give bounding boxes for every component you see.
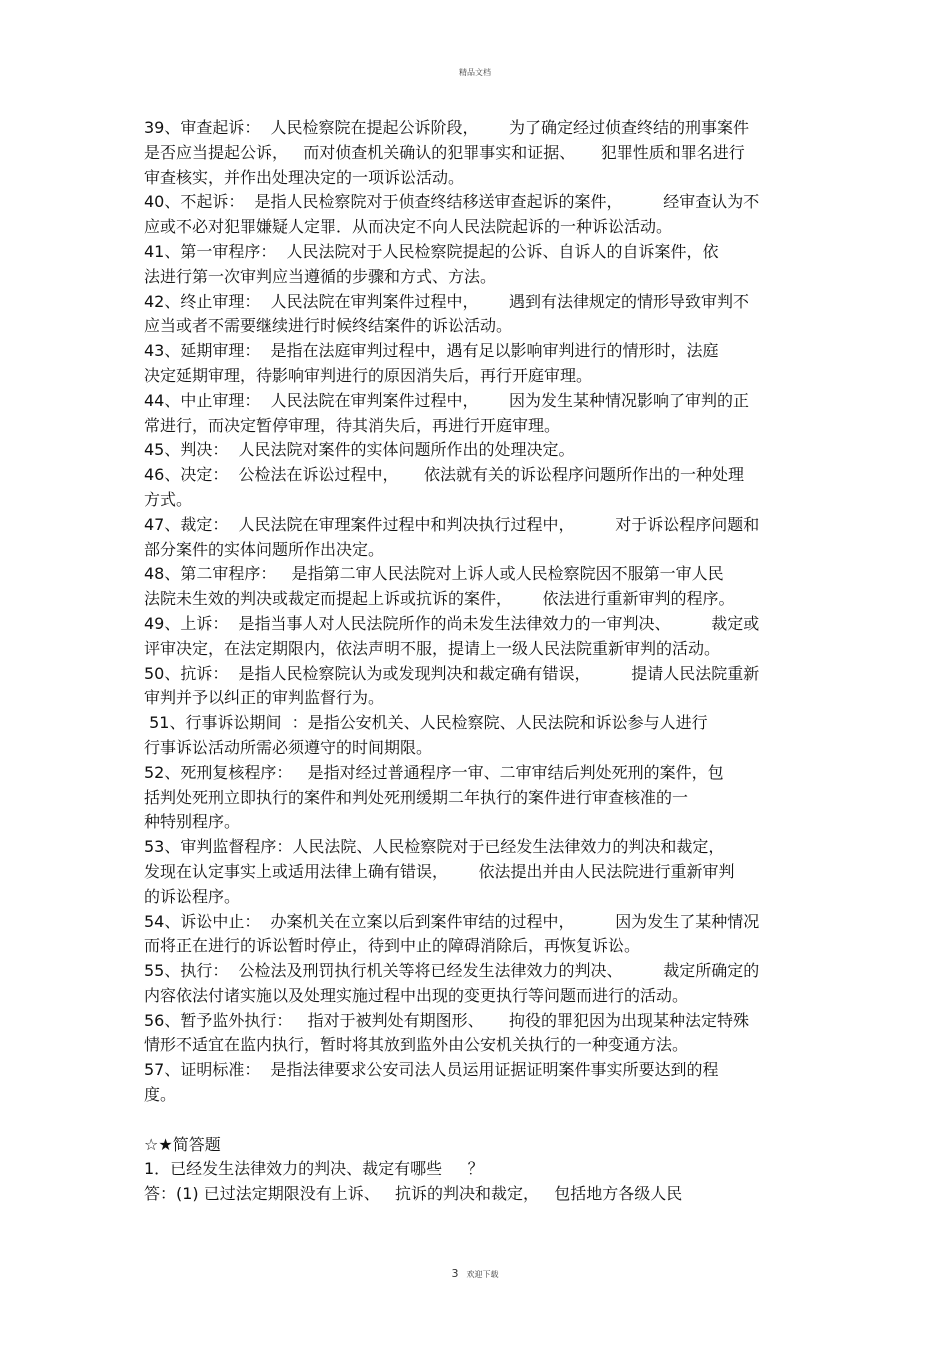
text-line: 部分案件的实体问题所作出决定。 bbox=[144, 539, 385, 559]
text-line: 行事诉讼活动所需必须遵守的时间期限。 bbox=[144, 737, 433, 757]
text-line: 42、终止审理： 人民法院在审判案件过程中， 遇到有法律规定的情形导致审判不 bbox=[144, 291, 750, 311]
text-line: 52、死刑复核程序： 是指对经过普通程序一审、二审审结后判处死刑的案件，包 bbox=[144, 762, 724, 782]
text-line: 41、第一审程序： 人民法院对于人民检察院提起的公诉、自诉人的自诉案件，依 bbox=[144, 241, 719, 261]
text-line: 48、第二审程序： 是指第二审人民法院对上诉人或人民检察院因不服第一审人民 bbox=[144, 564, 724, 584]
text-line: 发现在认定事实上或适用法律上确有错误， 依法提出并由人民法院进行重新审判 bbox=[144, 861, 735, 881]
text-line: 44、中止审理： 人民法院在审判案件过程中， 因为发生某种情况影响了审判的正 bbox=[144, 390, 750, 410]
text-line: 常进行，而决定暂停审理，待其消失后，再进行开庭审理。 bbox=[144, 415, 561, 435]
text-line: 47、裁定： 人民法院在审理案件过程中和判决执行过程中， 对于诉讼程序问题和 bbox=[144, 514, 760, 534]
text-line: 情形不适宜在监内执行，暂时将其放到监外由公安机关执行的一种变通方法。 bbox=[144, 1035, 689, 1055]
text-line: 53、审判监督程序：人民法院、人民检察院对于已经发生法律效力的判决和裁定， bbox=[144, 837, 725, 857]
text-line: 45、判决： 人民法院对案件的实体问题所作出的处理决定。 bbox=[144, 440, 575, 460]
text-line: 度。 bbox=[144, 1085, 177, 1105]
text-line: 54、诉讼中止： 办案机关在立案以后到案件审结的过程中， 因为发生了某种情况 bbox=[144, 911, 760, 931]
text-line: 是否应当提起公诉， 而对侦查机关确认的犯罪事实和证据、 犯罪性质和罪名进行 bbox=[144, 142, 745, 162]
text-line: 审查核实，并作出处理决定的一项诉讼活动。 bbox=[144, 167, 465, 187]
text-line: 法院未生效的判决或裁定而提起上诉或抗诉的案件， 依法进行重新审判的程序。 bbox=[144, 589, 735, 609]
page-number: 3 bbox=[451, 1267, 459, 1280]
page-header: 精品文档 bbox=[459, 68, 491, 77]
text-line: 方式。 bbox=[144, 489, 193, 509]
text-line: 种特别程序。 bbox=[144, 812, 241, 832]
page-footer bbox=[0, 1262, 950, 1281]
text-line: 的诉讼程序。 bbox=[144, 886, 241, 906]
text-line: 决定延期审理，待影响审判进行的原因消失后，再行开庭审理。 bbox=[144, 365, 593, 385]
blank-line bbox=[144, 1108, 808, 1133]
text-line: 43、延期审理： 是指在法庭审判过程中，遇有足以影响审判进行的情形时，法庭 bbox=[144, 341, 719, 361]
text-line: 1．已经发生法律效力的判决、裁定有哪些 ？ bbox=[144, 1159, 484, 1179]
document-body bbox=[144, 116, 808, 1207]
text-line: 50、抗诉： 是指人民检察院认为或发现判决和裁定确有错误， 提请人民法院重新 bbox=[144, 663, 760, 683]
text-line: 应当或者不需要继续进行时候终结案件的诉讼活动。 bbox=[144, 316, 513, 336]
text-line: 评审决定，在法定期限内，依法声明不服，提请上一级人民法院重新审判的活动。 bbox=[144, 638, 721, 658]
footer-text: 欢迎下载 bbox=[466, 1270, 499, 1279]
text-line: ☆★简答题 bbox=[144, 1134, 221, 1154]
text-line: 46、决定： 公检法在诉讼过程中， 依法就有关的诉讼程序问题所作出的一种处理 bbox=[144, 465, 744, 485]
text-line: 57、证明标准： 是指法律要求公安司法人员运用证据证明案件事实所要达到的程 bbox=[144, 1060, 719, 1080]
text-line: 答：(1) 已过法定期限没有上诉、 抗诉的判决和裁定， 包括地方各级人民 bbox=[144, 1184, 683, 1204]
text-line: 应或不必对犯罪嫌疑人定罪．从而决定不向人民法院起诉的一种诉讼活动。 bbox=[144, 217, 673, 237]
text-line: 49、上诉： 是指当事人对人民法院所作的尚未发生法律效力的一审判决、 裁定或 bbox=[144, 613, 760, 633]
text-line: 40、不起诉： 是指人民检察院对于侦查终结移送审查起诉的案件， 经审查认为不 bbox=[144, 192, 760, 212]
text-line: 法进行第一次审判应当遵循的步骤和方式、方法。 bbox=[144, 266, 497, 286]
text-line: 39、审查起诉： 人民检察院在提起公诉阶段， 为了确定经过侦查终结的刑事案件 bbox=[144, 118, 750, 137]
text-line: 51、行事诉讼期间 ：是指公安机关、人民检察院、人民法院和诉讼参与人进行 bbox=[144, 713, 708, 733]
text-line: 审判并予以纠正的审判监督行为。 bbox=[144, 688, 385, 708]
text-line: 55、执行： 公检法及刑罚执行机关等将已经发生法律效力的判决、 裁定所确定的 bbox=[144, 961, 760, 981]
text-line: 而将正在进行的诉讼暂时停止，待到中止的障碍消除后，再恢复诉讼。 bbox=[144, 936, 641, 956]
text-line: 括判处死刑立即执行的案件和判处死刑缓期二年执行的案件进行审查核准的一 bbox=[144, 787, 689, 807]
text-line: 56、暂予监外执行： 指对于被判处有期图形、 拘役的罪犯因为出现某种法定特殊 bbox=[144, 1010, 750, 1030]
text-line: 内容依法付诸实施以及处理实施过程中出现的变更执行等问题而进行的活动。 bbox=[144, 985, 689, 1005]
